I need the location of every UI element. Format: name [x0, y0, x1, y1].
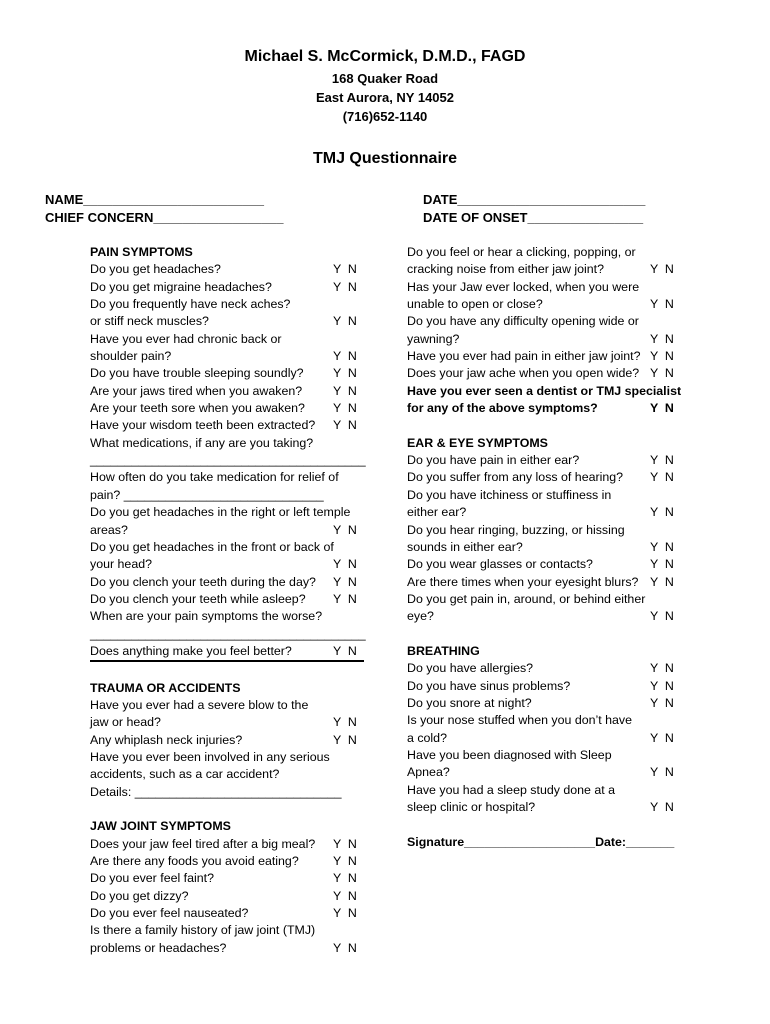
question-line — [407, 556, 697, 573]
yes-no-choice[interactable]: Y N — [333, 732, 357, 747]
yes-no-choice[interactable]: Y N — [650, 401, 674, 416]
yes-no-choice[interactable]: Y N — [650, 661, 674, 676]
question-text: pain? _____________________________ — [90, 487, 324, 502]
question-text: Have you ever been involved in any serious — [90, 749, 330, 764]
date-field[interactable]: DATE__________________________ — [423, 192, 646, 207]
question-text: or stiff neck muscles? — [90, 314, 209, 329]
question-text: Do you have any difficulty opening wide or — [407, 314, 639, 329]
yes-no-choice[interactable]: Y N — [650, 574, 674, 589]
yes-no-choice[interactable]: Y N — [650, 366, 674, 381]
question-text: How often do you take medication for relief of — [90, 470, 339, 485]
question-line — [407, 244, 697, 261]
yes-no-choice[interactable]: Y N — [650, 505, 674, 520]
yes-no-choice[interactable]: Y N — [650, 262, 674, 277]
question-text: Do you have trouble sleeping soundly? — [90, 366, 304, 381]
left-column — [90, 244, 364, 957]
yes-no-choice[interactable]: Y N — [333, 643, 357, 658]
question-text: Have you been diagnosed with Sleep — [407, 747, 612, 762]
question-text: ________________________________________ — [90, 626, 366, 641]
question-text: Does your jaw feel tired after a big meal? — [90, 836, 316, 851]
chief-concern-field[interactable]: CHIEF CONCERN__________________ — [45, 210, 284, 225]
question-text: Does anything make you feel better? — [90, 643, 292, 658]
question-text: Does your jaw ache when you open wide? — [407, 366, 640, 381]
question-text: Apnea? — [407, 765, 450, 780]
yes-no-choice[interactable]: Y N — [333, 906, 357, 921]
question-line — [407, 574, 697, 591]
question-line — [90, 435, 364, 452]
section-title-jaw: JAW JOINT SYMPTOMS — [90, 819, 231, 834]
yes-no-choice[interactable]: Y N — [333, 557, 357, 572]
question-text: When are your pain symptoms the worse? — [90, 609, 323, 624]
question-line — [90, 766, 364, 783]
question-text: unable to open or close? — [407, 297, 543, 312]
yes-no-choice[interactable]: Y N — [650, 470, 674, 485]
question-text: Do you get headaches? — [90, 262, 221, 277]
question-text: your head? — [90, 557, 153, 572]
question-line — [90, 504, 364, 521]
yes-no-choice[interactable]: Y N — [333, 854, 357, 869]
question-line — [90, 732, 364, 749]
yes-no-choice[interactable]: Y N — [333, 262, 357, 277]
question-line — [407, 469, 697, 486]
right-column — [407, 244, 697, 816]
question-line — [90, 888, 364, 905]
yes-no-choice[interactable]: Y N — [333, 715, 357, 730]
yes-no-choice[interactable]: Y N — [650, 800, 674, 814]
question-line — [407, 383, 697, 400]
question-line — [90, 836, 364, 853]
yes-no-choice[interactable]: Y N — [333, 366, 357, 381]
question-text: Do you get headaches in the right or left temple — [90, 505, 351, 520]
question-line — [90, 922, 364, 939]
question-line — [407, 608, 697, 625]
section-title-pain: PAIN SYMPTOMS — [90, 245, 193, 259]
question-line — [407, 764, 697, 781]
question-text: Have your wisdom teeth been extracted? — [90, 418, 316, 433]
question-line — [90, 452, 364, 469]
question-line — [90, 697, 364, 714]
yes-no-choice[interactable]: Y N — [650, 297, 674, 312]
question-line — [90, 574, 364, 591]
doctor-name: Michael S. McCormick, D.M.D., FAGD — [244, 48, 526, 65]
question-line — [407, 799, 697, 816]
question-text: jaw or head? — [90, 715, 161, 730]
section-title-trauma: TRAUMA OR ACCIDENTS — [90, 680, 241, 695]
question-text: either ear? — [407, 505, 467, 520]
question-text: Are there times when your eyesight blurs? — [407, 574, 639, 589]
question-line — [407, 400, 697, 417]
question-line — [90, 348, 364, 365]
question-text: cracking noise from either jaw joint? — [407, 262, 604, 277]
trauma-questions — [90, 697, 364, 801]
question-text: Do you wear glasses or contacts? — [407, 557, 593, 572]
question-text: a cold? — [407, 730, 447, 745]
question-line — [407, 348, 697, 365]
question-line — [407, 695, 697, 712]
question-line — [90, 784, 364, 801]
yes-no-choice[interactable]: Y N — [650, 557, 674, 572]
yes-no-choice[interactable]: Y N — [650, 539, 674, 554]
yes-no-choice[interactable]: Y N — [333, 383, 357, 398]
question-line — [90, 608, 364, 625]
question-line — [90, 313, 364, 330]
yes-no-choice[interactable]: Y N — [650, 695, 674, 710]
question-line — [407, 782, 697, 799]
questionnaire-title: TMJ Questionnaire — [312, 150, 458, 167]
question-line — [90, 331, 364, 348]
section-title-breathing: BREATHING — [407, 643, 480, 658]
yes-no-choice[interactable]: Y N — [333, 871, 357, 886]
question-text: Do you have sinus problems? — [407, 678, 571, 693]
question-text: Do you get migraine headaches? — [90, 279, 272, 294]
name-field[interactable]: NAME_________________________ — [45, 192, 265, 207]
question-text: Do you ever feel nauseated? — [90, 906, 249, 921]
question-line — [407, 487, 697, 504]
question-line — [90, 522, 364, 539]
yes-no-choice[interactable]: Y N — [333, 591, 357, 606]
question-line — [90, 469, 364, 486]
question-line — [90, 296, 364, 313]
question-text: Is there a family history of jaw joint (TMJ) — [90, 923, 316, 938]
ear-eye-questions — [407, 452, 697, 625]
question-text: shoulder pain? — [90, 349, 172, 364]
question-text: Do you have allergies? — [407, 661, 534, 676]
yes-no-choice[interactable]: Y N — [650, 730, 674, 745]
question-text: Have you ever had pain in either jaw joint? — [407, 349, 641, 364]
question-text: Are your teeth sore when you awaken? — [90, 401, 305, 416]
question-text: Any whiplash neck injuries? — [90, 732, 243, 747]
question-line — [90, 591, 364, 608]
yes-no-choice[interactable]: Y N — [650, 765, 674, 780]
question-text: problems or headaches? — [90, 940, 227, 955]
question-text: Has your Jaw ever locked, when you were — [407, 279, 640, 294]
yes-no-choice[interactable]: Y N — [333, 418, 357, 433]
question-text: Do you have pain in either ear? — [407, 453, 580, 468]
question-text: ________________________________________ — [90, 453, 366, 468]
question-line — [407, 539, 697, 556]
question-line — [90, 643, 364, 662]
pain-questions — [90, 261, 364, 662]
question-line — [90, 749, 364, 766]
yes-no-choice[interactable]: Y N — [650, 349, 674, 364]
question-text: Details: ______________________________ — [90, 784, 342, 799]
question-text: Are there any foods you avoid eating? — [90, 854, 299, 869]
question-text: Do you frequently have neck aches? — [90, 297, 291, 312]
question-line — [90, 556, 364, 573]
question-line — [407, 331, 697, 348]
question-text: Do you get pain in, around, or behind either — [407, 591, 646, 606]
question-text: Are your jaws tired when you awaken? — [90, 383, 303, 398]
question-text: Is your nose stuffed when you don’t have — [407, 713, 633, 728]
address-city: East Aurora, NY 14052 — [315, 90, 455, 105]
question-text: sleep clinic or hospital? — [407, 800, 536, 814]
question-line — [407, 452, 697, 469]
question-line — [407, 712, 697, 729]
question-text: accidents, such as a car accident? — [90, 767, 280, 782]
question-text: for any of the above symptoms? — [407, 401, 598, 416]
question-text: areas? — [90, 522, 128, 537]
yes-no-choice[interactable]: Y N — [650, 609, 674, 624]
question-line — [90, 714, 364, 731]
jaw-questions — [90, 836, 364, 957]
yes-no-choice[interactable]: Y N — [333, 314, 357, 329]
section-title-ear-eye: EAR & EYE SYMPTOMS — [407, 435, 548, 450]
question-line — [407, 591, 697, 608]
jaw-joint-questions — [407, 244, 697, 417]
question-line — [407, 747, 697, 764]
question-line — [407, 261, 697, 278]
yes-no-choice[interactable]: Y N — [333, 574, 357, 589]
yes-no-choice[interactable]: Y N — [333, 279, 357, 294]
question-line — [90, 940, 364, 957]
question-text: sounds in either ear? — [407, 539, 523, 554]
question-text: Do you get headaches in the front or back of — [90, 539, 334, 554]
question-line — [90, 870, 364, 887]
yes-no-choice[interactable]: Y N — [333, 401, 357, 416]
question-line — [407, 313, 697, 330]
question-text: Do you feel or hear a clicking, popping, or — [407, 245, 636, 259]
question-line — [90, 487, 364, 504]
question-line — [90, 365, 364, 382]
question-text: Do you suffer from any loss of hearing? — [407, 470, 624, 485]
question-text: What medications, if any are you taking? — [90, 435, 314, 450]
question-line — [407, 730, 697, 747]
date-of-onset-field[interactable]: DATE OF ONSET________________ — [423, 210, 644, 225]
question-text: Have you had a sleep study done at a — [407, 782, 616, 797]
question-text: Do you get dizzy? — [90, 888, 189, 903]
question-line — [90, 279, 364, 296]
question-text: Have you ever had a severe blow to the — [90, 697, 309, 712]
yes-no-choice[interactable]: Y N — [650, 331, 674, 346]
yes-no-choice[interactable]: Y N — [333, 522, 357, 537]
question-text: Do you ever feel faint? — [90, 871, 214, 886]
yes-no-choice[interactable]: Y N — [333, 888, 357, 903]
question-line — [407, 365, 697, 382]
yes-no-choice[interactable]: Y N — [333, 836, 357, 851]
question-text: Do you clench your teeth during the day? — [90, 574, 316, 589]
yes-no-choice[interactable]: Y N — [650, 678, 674, 693]
question-line — [407, 660, 697, 677]
yes-no-choice[interactable]: Y N — [333, 940, 357, 955]
question-line — [90, 539, 364, 556]
question-line — [90, 626, 364, 643]
yes-no-choice[interactable]: Y N — [650, 453, 674, 468]
question-text: eye? — [407, 609, 434, 624]
question-line — [407, 504, 697, 521]
phone-number: (716)652-1140 — [342, 109, 428, 124]
question-text: Do you snore at night? — [407, 695, 532, 710]
question-line — [407, 522, 697, 539]
question-text: Do you hear ringing, buzzing, or hissing — [407, 522, 625, 537]
question-line — [90, 905, 364, 922]
question-text: Have you ever seen a dentist or TMJ specialist — [407, 383, 682, 398]
question-line — [90, 417, 364, 434]
question-text: Do you clench your teeth while asleep? — [90, 591, 306, 606]
signature-line[interactable]: Signature___________________Date:_______ — [407, 835, 675, 849]
question-text: Have you ever had chronic back or — [90, 331, 282, 346]
address-street: 168 Quaker Road — [331, 71, 439, 86]
question-line — [90, 853, 364, 870]
question-line — [407, 279, 697, 296]
question-line — [407, 678, 697, 695]
question-line — [407, 296, 697, 313]
question-text: Do you have itchiness or stuffiness in — [407, 487, 612, 502]
breathing-questions — [407, 660, 697, 816]
question-line — [90, 383, 364, 400]
yes-no-choice[interactable]: Y N — [333, 349, 357, 364]
question-text: yawning? — [407, 331, 460, 346]
question-line — [90, 400, 364, 417]
question-line — [90, 261, 364, 278]
